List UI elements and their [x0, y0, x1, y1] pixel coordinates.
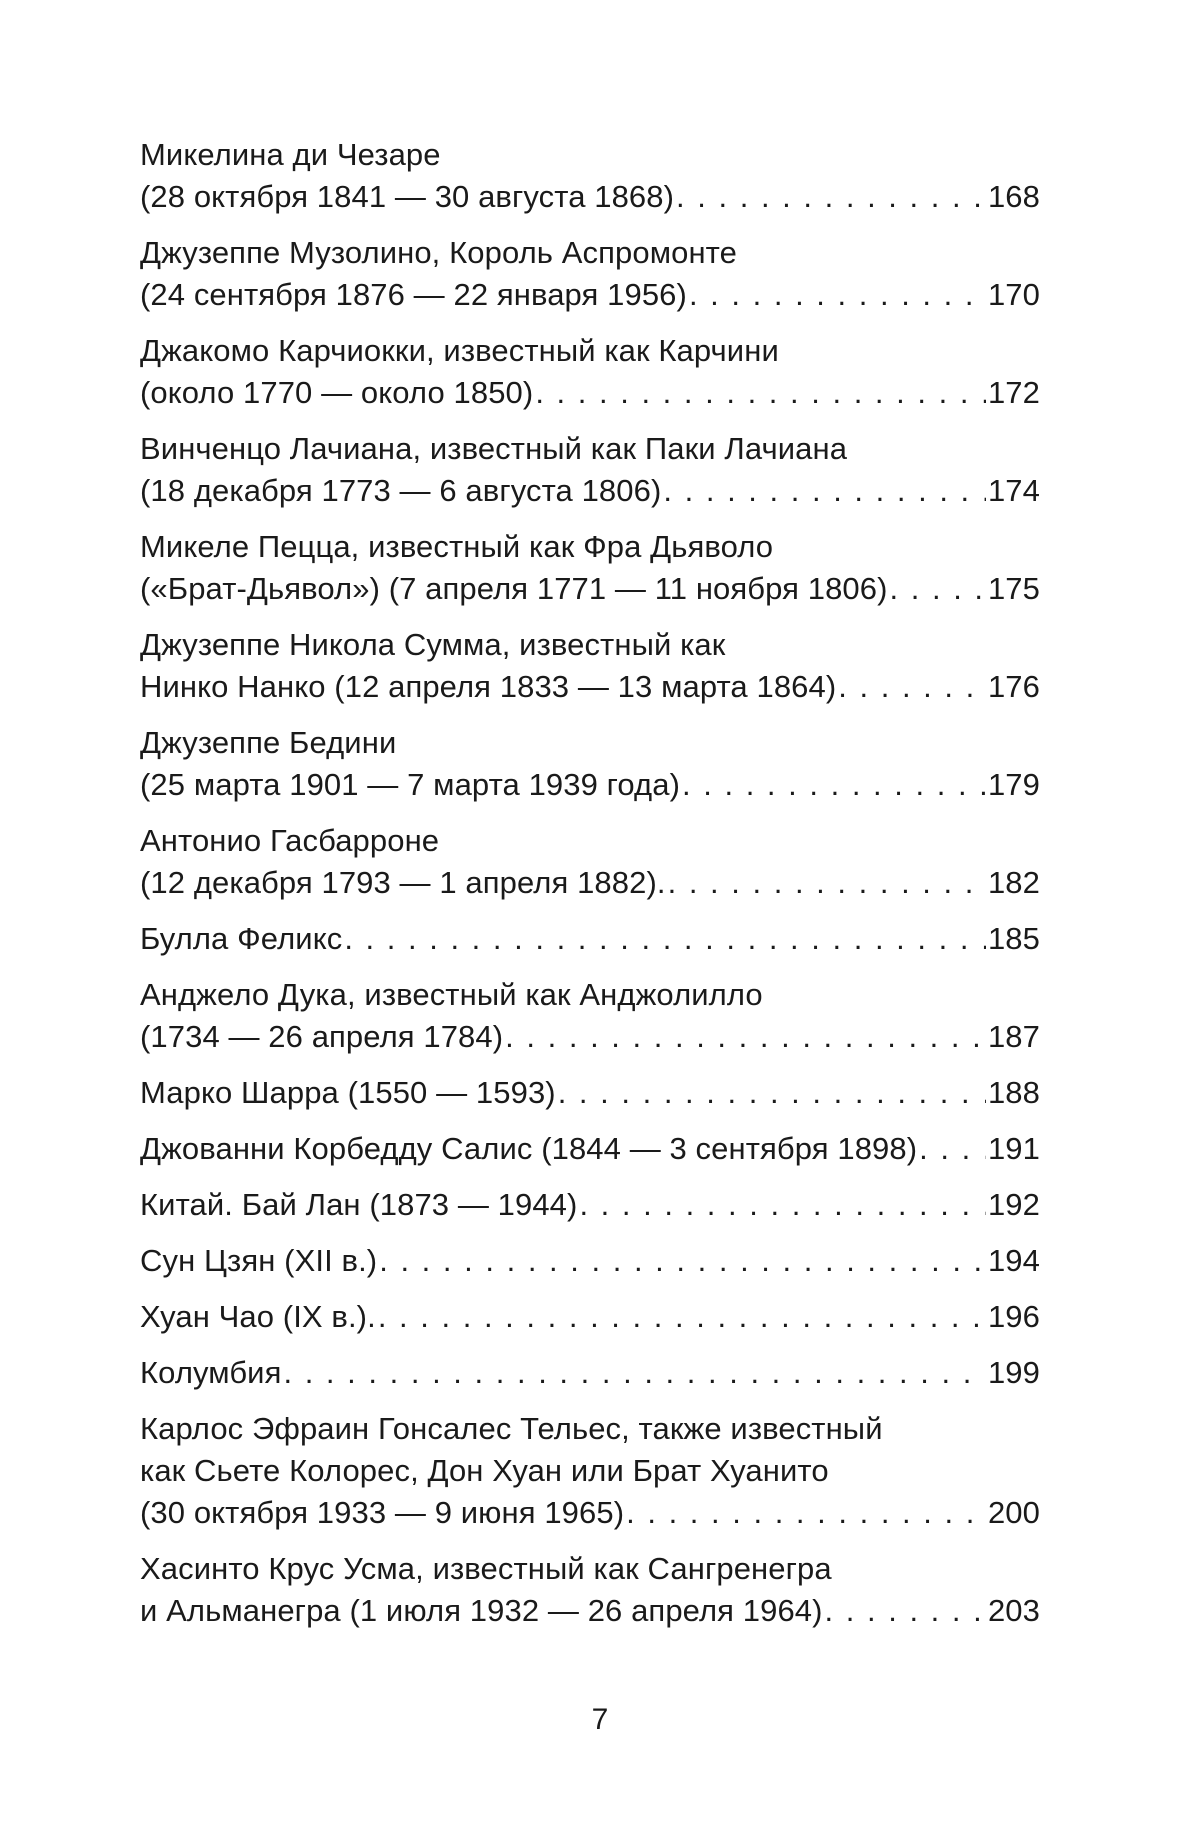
toc-entry-page: 172: [987, 375, 1040, 410]
toc-entry: [140, 428, 1040, 512]
toc-entry-last-line: (около 1770 — около 1850) . . . 172: [140, 372, 1040, 414]
toc-entry-title-line: Микеле Пецца, известный как Фра Дьяволо: [140, 529, 774, 564]
dot-leader: [919, 1128, 986, 1170]
dot-leader: [505, 1016, 986, 1058]
toc-entry-last-line: Джованни Корбедду Салис (1844 — 3 сентября 1898) . . . 191: [140, 1128, 1040, 1170]
dot-leader: [890, 568, 986, 610]
dot-leader: [682, 764, 986, 806]
toc-entry-page: 191: [987, 1131, 1040, 1166]
toc-entry-page: 200: [987, 1495, 1040, 1530]
toc-entry: [140, 1184, 1040, 1226]
toc-entry-title-line: Анджело Дука, известный как Анджолилло: [140, 977, 763, 1012]
toc-entry-last-line: Нинко Нанко (12 апреля 1833 — 13 марта 1864) . . . 176: [140, 666, 1040, 708]
toc-entry-title-line: Джакомо Карчиокки, известный как Карчини: [140, 333, 779, 368]
dot-leader: [344, 918, 986, 960]
toc-entry-page: 182: [987, 865, 1040, 900]
toc-entry: [140, 624, 1040, 708]
toc-entry-last-line: (24 сентября 1876 — 22 января 1956) . . . 170: [140, 274, 1040, 316]
toc-entry-page: 192: [987, 1187, 1040, 1222]
dot-leader: [676, 176, 986, 218]
toc-entry-page: 174: [987, 473, 1040, 508]
toc-entry-last-line: (30 октября 1933 — 9 июня 1965) . . . 200: [140, 1492, 1040, 1534]
page-number: 7: [591, 1703, 609, 1736]
toc-entry-page: 203: [987, 1593, 1040, 1628]
toc-entry: [140, 232, 1040, 316]
toc-entry-title-line: Микелина ди Чезаре: [140, 137, 441, 172]
toc-entry-last-line: Булла Феликс . . . 185: [140, 918, 1040, 960]
toc-entry-page: 170: [987, 277, 1040, 312]
dot-leader: [838, 666, 986, 708]
toc-entry: [140, 1296, 1040, 1338]
toc-entry-page: 196: [987, 1299, 1040, 1334]
toc-entry-title-line: Джузеппе Бедини: [140, 725, 397, 760]
dot-leader: [535, 372, 986, 414]
toc-entry-last-line: («Брат-Дьявол») (7 апреля 1771 — 11 ноября 1806) . . . 175: [140, 568, 1040, 610]
toc-entry: [140, 1408, 1040, 1534]
toc-entry: [140, 918, 1040, 960]
toc-entry-title-line: Джузеппе Музолино, Король Аспромонте: [140, 235, 737, 270]
toc-entry: [140, 974, 1040, 1058]
toc-entry-page: 188: [987, 1075, 1040, 1110]
dot-leader: [825, 1590, 986, 1632]
toc-entry: [140, 1352, 1040, 1394]
toc-entry-last-line: (18 декабря 1773 — 6 августа 1806) . . . 174: [140, 470, 1040, 512]
toc-entry-last-line: Марко Шарра (1550 — 1593) . . . 188: [140, 1072, 1040, 1114]
toc-entry-last-line: Китай. Бай Лан (1873 — 1944) . . . 192: [140, 1184, 1040, 1226]
toc-entry-page: 185: [987, 921, 1040, 956]
toc-entry-title-line: Хасинто Крус Усма, известный как Сангренегра: [140, 1551, 832, 1586]
toc-entry-page: 175: [987, 571, 1040, 606]
toc-entry: [140, 820, 1040, 904]
toc-entry-last-line: (1734 — 26 апреля 1784) . . . 187: [140, 1016, 1040, 1058]
dot-leader: [283, 1352, 985, 1394]
toc-entry-title-line: Винченцо Лачиана, известный как Паки Лачиана: [140, 431, 848, 466]
toc-entry-last-line: (12 декабря 1793 — 1 апреля 1882). . . . 182: [140, 862, 1040, 904]
dot-leader: [558, 1072, 986, 1114]
toc-entry-title-line: Антонио Гасбарроне: [140, 823, 440, 858]
table-of-contents: [140, 134, 1040, 1646]
toc-entry-title-line: Карлос Эфраин Гонсалес Тельес, также известный: [140, 1411, 883, 1446]
toc-entry-last-line: (25 марта 1901 — 7 марта 1939 года) . . . 179: [140, 764, 1040, 806]
toc-entry-last-line: Хуан Чао (IX в.). . . . 196: [140, 1296, 1040, 1338]
toc-entry-last-line: (28 октября 1841 — 30 августа 1868) . . . 168: [140, 176, 1040, 218]
toc-entry-title-line: как Сьете Колорес, Дон Хуан или Брат Хуанито: [140, 1453, 829, 1488]
dot-leader: [668, 862, 986, 904]
toc-entry: [140, 526, 1040, 610]
toc-entry-page: 187: [987, 1019, 1040, 1054]
toc-entry: [140, 1072, 1040, 1114]
dot-leader: [379, 1240, 986, 1282]
toc-entry-last-line: Колумбия . . . 199: [140, 1352, 1040, 1394]
toc-entry-page: 179: [987, 767, 1040, 802]
toc-entry: [140, 1128, 1040, 1170]
toc-entry: [140, 1548, 1040, 1632]
toc-entry-last-line: и Альманегра (1 июля 1932 — 26 апреля 1964) . . . 203: [140, 1590, 1040, 1632]
toc-entry: [140, 330, 1040, 414]
dot-leader: [378, 1296, 986, 1338]
toc-entry-page: 168: [987, 179, 1040, 214]
toc-entry-page: 199: [987, 1355, 1040, 1390]
dot-leader: [689, 274, 986, 316]
toc-entry: [140, 1240, 1040, 1282]
dot-leader: [626, 1492, 986, 1534]
toc-entry: [140, 722, 1040, 806]
toc-entry: [140, 134, 1040, 218]
toc-entry-title-line: Джузеппе Никола Сумма, известный как: [140, 627, 726, 662]
toc-entry-last-line: Сун Цзян (XII в.) . . . 194: [140, 1240, 1040, 1282]
dot-leader: [579, 1184, 986, 1226]
toc-entry-page: 176: [987, 669, 1040, 704]
dot-leader: [663, 470, 986, 512]
toc-entry-page: 194: [987, 1243, 1040, 1278]
